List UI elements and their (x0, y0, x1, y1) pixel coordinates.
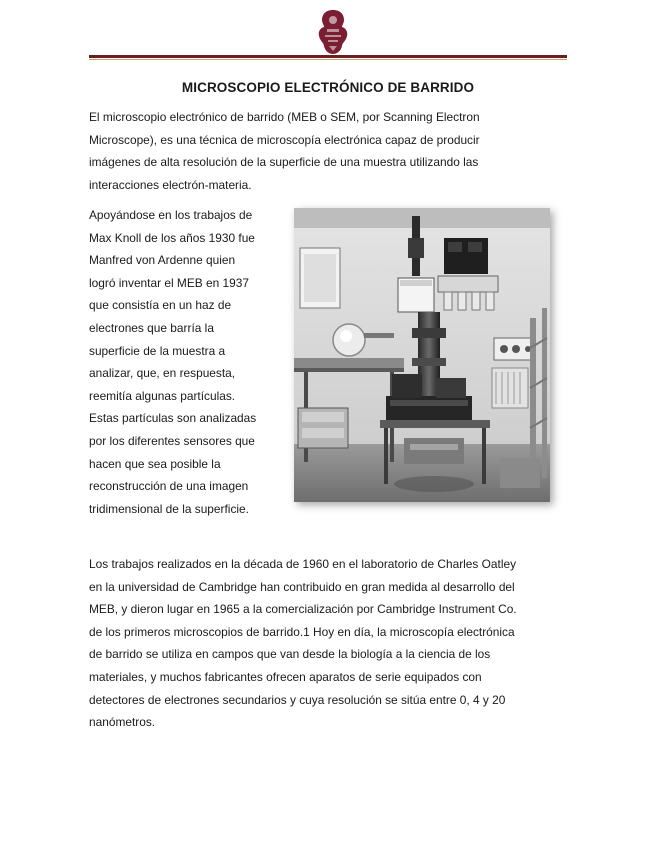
text-line: que consistía en un haz de (89, 298, 232, 313)
text-line: tridimensional de la superficie. (89, 501, 249, 516)
paragraph-development (89, 553, 567, 734)
header-rule (89, 55, 567, 58)
text-line: MEB, y dieron lugar en 1965 a la comercialización por Cambridge Instrument Co. (89, 602, 517, 617)
electron-microscope-photo (294, 208, 550, 502)
text-line: imágenes de alta resolución de la superficie de una muestra utilizando las (89, 155, 479, 170)
text-line: materiales, y muchos fabricantes ofrecen aparatos de serie equipados con (89, 669, 482, 684)
text-line: Manfred von Ardenne quien (89, 253, 236, 268)
text-line: electrones que barría la (89, 320, 214, 335)
institution-seal-icon (313, 8, 353, 56)
page-title: MICROSCOPIO ELECTRÓNICO DE BARRIDO (181, 80, 475, 95)
text-line: El microscopio electrónico de barrido (MEB o SEM, por Scanning Electron (89, 110, 480, 124)
text-line: Estas partículas son analizadas (89, 411, 257, 426)
text-line: nanómetros. (89, 715, 156, 730)
text-line: de los primeros microscopios de barrido.1 Hoy en día, la microscopía electrónica (89, 624, 515, 639)
text-line: analizar, que, en respuesta, (89, 366, 236, 381)
text-line: interacciones electrón-materia. (89, 177, 252, 192)
text-line: en la universidad de Cambridge han contribuido en gran medida al desarrollo del (89, 579, 515, 594)
text-line: detectores de electrones secundarios y cuya resolución se sitúa entre 0, 4 y 20 (89, 692, 506, 707)
text-line: hacen que sea posible la (89, 456, 221, 471)
text-line: reconstrucción de una imagen (89, 479, 249, 494)
paragraph-history (89, 204, 289, 520)
text-line: Los trabajos realizados en la década de 1960 en el laboratorio de Charles Oatley (89, 557, 517, 571)
text-line: de barrido se utiliza en campos que van desde la biología a la ciencia de los (89, 647, 491, 662)
text-line: Apoyándose en los trabajos de (89, 208, 253, 222)
text-line: superficie de la muestra a (89, 343, 226, 358)
paragraph-intro (89, 106, 567, 196)
text-line: por los diferentes sensores que (89, 433, 255, 448)
text-line: Max Knoll de los años 1930 fue (89, 230, 255, 245)
text-line: reemitía algunas partículas. (89, 388, 236, 403)
text-line: logró inventar el MEB en 1937 (89, 275, 249, 290)
text-line: Microscope), es una técnica de microscopía electrónica capaz de producir (89, 132, 480, 147)
header-rule-accent (89, 59, 567, 60)
